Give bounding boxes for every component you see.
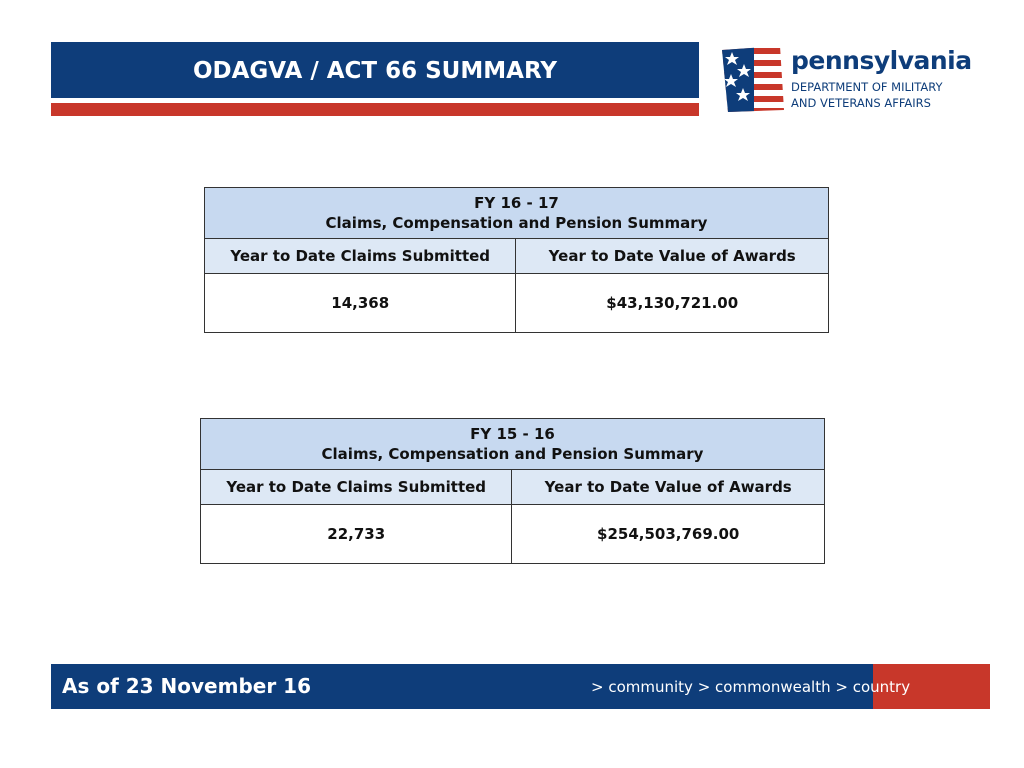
table-subtitle: Claims, Compensation and Pension Summary	[321, 445, 704, 463]
claims-submitted-value: 14,368	[205, 274, 516, 333]
summary-table-fy15-16	[200, 418, 825, 564]
fiscal-year-label: FY 15 - 16	[470, 425, 555, 443]
table-subtitle: Claims, Compensation and Pension Summary	[325, 214, 708, 232]
footer-tagline: > community > commonwealth > country	[591, 678, 911, 696]
logo-wordmark: pennsylvania	[791, 46, 972, 75]
column-header-claims: Year to Date Claims Submitted	[201, 470, 512, 505]
as-of-date: As of 23 November 16	[62, 674, 312, 698]
claims-submitted-value: 22,733	[201, 505, 512, 564]
fiscal-year-label: FY 16 - 17	[474, 194, 559, 212]
logo-subtitle-line2: AND VETERANS AFFAIRS	[791, 96, 931, 110]
table-header	[205, 188, 829, 239]
page-title: ODAGVA / ACT 66 SUMMARY	[192, 58, 558, 84]
column-header-awards: Year to Date Value of Awards	[516, 239, 829, 274]
table-header	[201, 419, 825, 470]
footer-bar	[51, 664, 990, 709]
column-header-claims: Year to Date Claims Submitted	[205, 239, 516, 274]
summary-table-fy16-17	[204, 187, 829, 333]
title-banner	[51, 42, 699, 98]
awards-value: $43,130,721.00	[516, 274, 829, 333]
column-header-awards: Year to Date Value of Awards	[512, 470, 825, 505]
logo-subtitle-line1: DEPARTMENT OF MILITARY	[791, 80, 943, 94]
awards-value: $254,503,769.00	[512, 505, 825, 564]
dmva-logo	[718, 44, 978, 116]
title-divider-red	[51, 103, 699, 116]
pennsylvania-keystone-flag-icon	[718, 44, 784, 112]
